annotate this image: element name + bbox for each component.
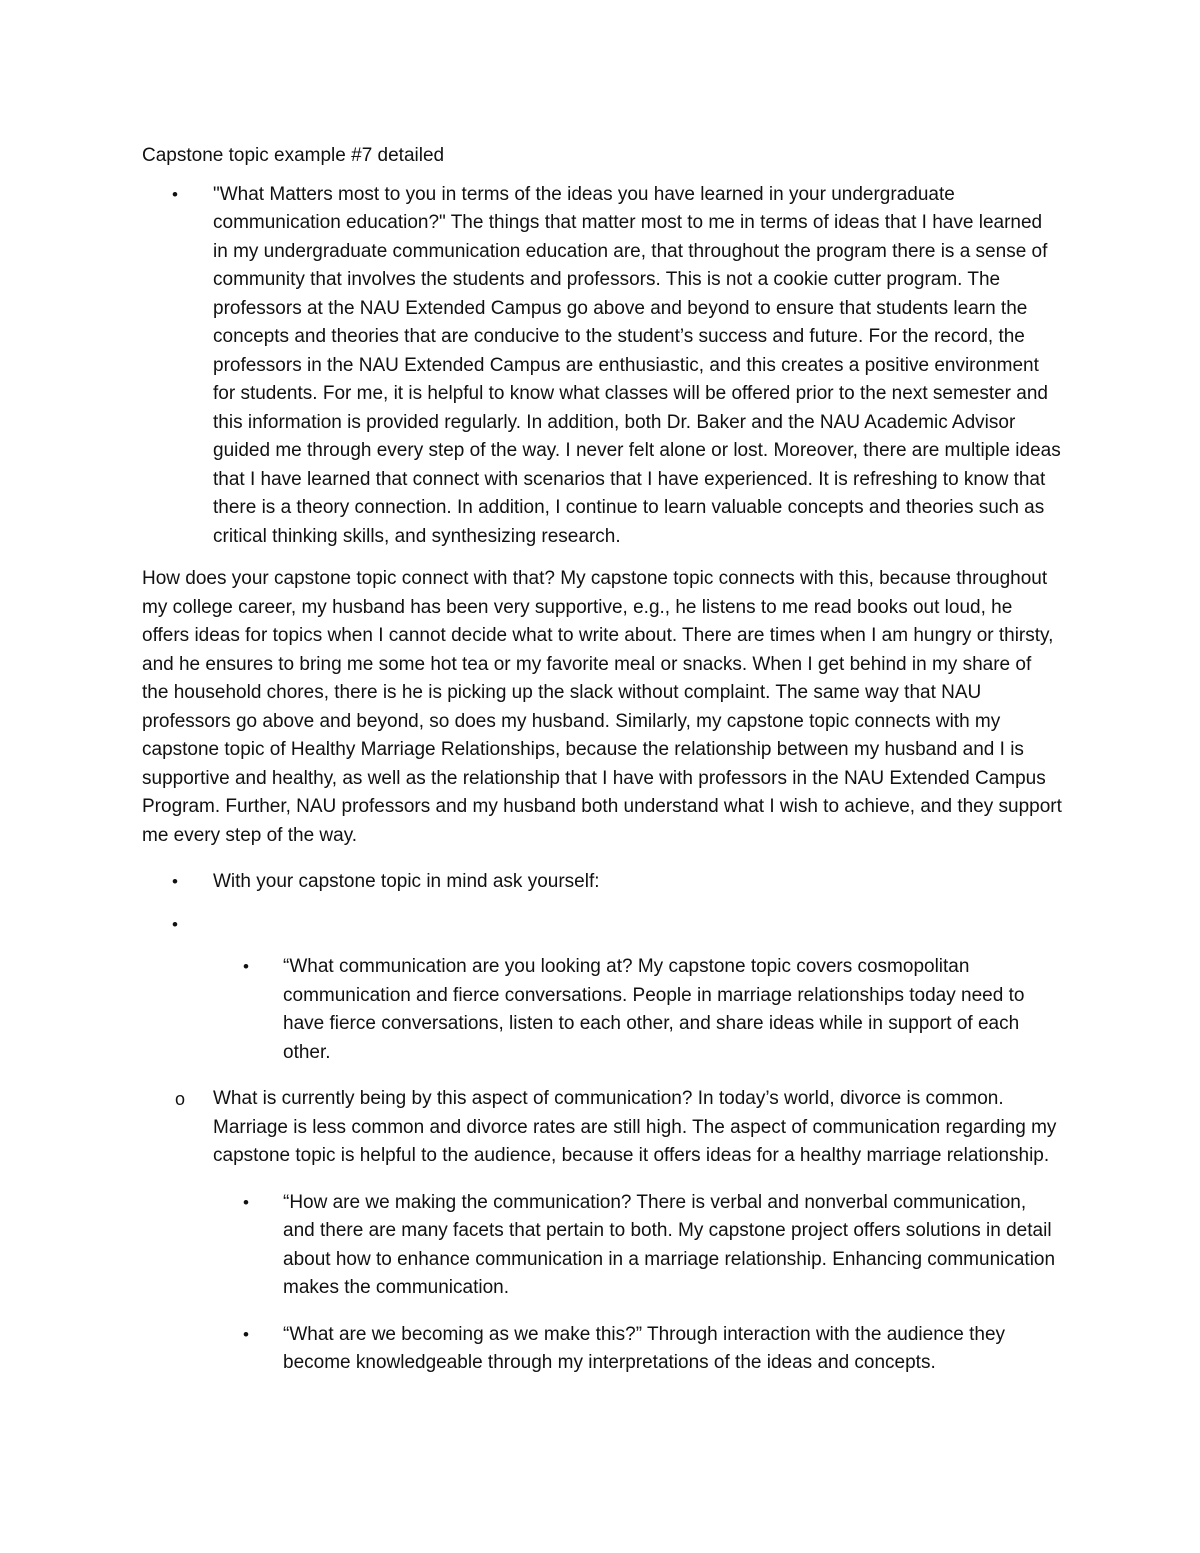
list-item bbox=[142, 911, 1062, 940]
list-item-text: With your capstone topic in mind ask yourself: bbox=[213, 871, 600, 892]
bullet-icon: • bbox=[243, 1324, 249, 1344]
bullet-icon: • bbox=[172, 184, 178, 204]
list-item bbox=[142, 1085, 1062, 1171]
document-title: Capstone topic example #7 detailed bbox=[142, 145, 445, 166]
document-body bbox=[142, 142, 1062, 1378]
list-item-text: “How are we making the communication? There is verbal and nonverbal communication, and there are many facets that pertain to both. My capstone project offers solutions in detail about how to enhance communication in a marriage relationship. Enhancing communication makes the communication. bbox=[283, 1191, 1056, 1298]
list-item bbox=[142, 868, 1062, 897]
list-item bbox=[142, 1321, 1062, 1378]
bullet-icon: • bbox=[172, 872, 178, 891]
list-item-text: What is currently being by this aspect of communication? In today’s world, divorce is common. Marriage is less common and divorce rates are still high. The aspect of communication regarding my capstone topic is helpful to the audience, because it offers ideas for a healthy marriage relationship. bbox=[213, 1088, 1057, 1166]
bullet-icon: • bbox=[172, 914, 178, 934]
body-paragraph: How does your capstone topic connect with that? My capstone topic connects with this, because throughout my college career, my husband has been very supportive, e.g., he listens to me read books out loud, he offers ideas for topics when I cannot decide what to write about. There are times when I am hungry or thirsty, and he ensures to bring me some hot tea or my favorite meal or snacks. When I get behind in my share of the household chores, there is he is picking up the slack without complaint. The same way that NAU professors go above and beyond, so does my husband. Similarly, my capstone topic connects with my capstone topic of Healthy Marriage Relationships, because the relationship between my husband and I is supportive and healthy, as well as the relationship that I have with professors in the NAU Extended Campus Program. Further, NAU professors and my husband both understand what I wish to achieve, and they support me every step of the way. bbox=[142, 568, 1062, 846]
list-item-text: “What are we becoming as we make this?” Through interaction with the audience they become knowledgeable through my interpretations of the ideas and concepts. bbox=[283, 1323, 1006, 1373]
list-item-text: "What Matters most to you in terms of the ideas you have learned in your undergraduate communication education?" The things that matter most to me in terms of ideas that I have learned in my undergraduate communication education are, that throughout the program there is a sense of community that involves the students and professors. This is not a cookie cutter program. The professors at the NAU Extended Campus go above and beyond to ensure that students learn the concepts and theories that are conducive to the student’s success and future. For the record, the professors in the NAU Extended Campus are enthusiastic, and this creates a positive environment for students. For me, it is helpful to know what classes will be offered prior to the next semester and this information is provided regularly. In addition, both Dr. Baker and the NAU Academic Advisor guided me through every step of the way. I never felt alone or lost. Moreover, there are multiple ideas that I have learned that connect with scenarios that I have experienced. It is refreshing to know that there is a theory connection. In addition, I continue to learn valuable concepts and theories such as critical thinking skills, and synthesizing research. bbox=[213, 183, 1061, 547]
bullet-icon: • bbox=[243, 957, 249, 976]
list-item bbox=[142, 181, 1062, 552]
circle-bullet-icon: o bbox=[175, 1089, 186, 1109]
list-item bbox=[142, 953, 1062, 1067]
bullet-icon: • bbox=[243, 1192, 249, 1212]
list-item bbox=[142, 1189, 1062, 1303]
list-item-text: “What communication are you looking at? My capstone topic covers cosmopolitan communication and fierce conversations. People in marriage relationships today need to have fierce conversations, listen to each other, and share ideas while in support of each other. bbox=[283, 956, 1025, 1063]
